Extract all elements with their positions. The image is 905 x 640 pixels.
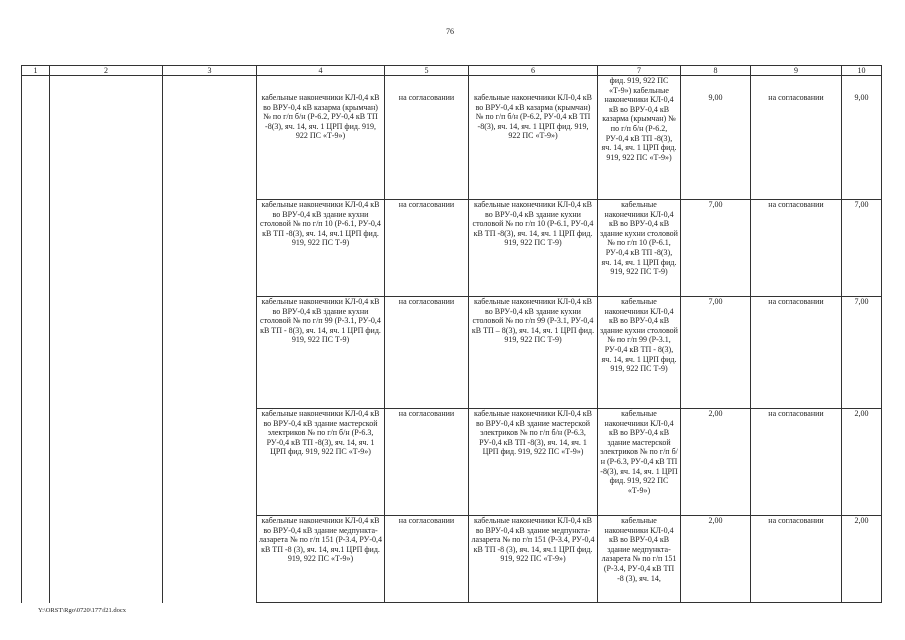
table-row [22, 409, 882, 516]
table-row [22, 76, 882, 200]
cell-description-2: кабельные наконечники КЛ-0,4 кВ во ВРУ-0,4 кВ здание медпункта-лазарета № по г/п 151 (Р-3.4, РУ-0,4 кВ ТП -8 (3), яч. 14, яч.1 ЦРП фид. 919, 922 ПС «Т-9») [469, 516, 598, 603]
cell-description: кабельные наконечники КЛ-0,4 кВ во ВРУ-0,4 кВ здание мастерской электриков № по г/п б/н (Р-6.3, РУ-0,4 кВ ТП -8(3), яч. 14, яч. 1 ЦРП фид. 919, 922 ПС «Т-9») [257, 409, 385, 516]
column-header-5: 5 [385, 66, 469, 76]
header-row [22, 66, 882, 76]
cell-col2 [50, 297, 163, 409]
cell-description-2-text: кабельные наконечники КЛ-0,4 кВ во ВРУ-0,4 кВ казарма (крымчан) № по г/п б/н (Р-6.2, РУ-0,4 кВ ТП -8(3), яч. 14, яч. 1 ЦРП фид. 919, 922 ПС «Т-9») [473, 93, 593, 141]
cell-description: кабельные наконечники КЛ-0,4 кВ во ВРУ-0,4 кВ здание кухни столовой № по г/п 99 (Р-3.1, РУ-0,4 кВ ТП - 8(3), яч. 14, яч. 1 ЦРП фид. 919, 922 ПС Т-9) [257, 297, 385, 409]
column-header-8: 8 [681, 66, 751, 76]
cell-total: 2,00 [842, 516, 882, 603]
cell-col3 [163, 409, 257, 516]
cell-total: 7,00 [842, 200, 882, 297]
cell-total [842, 76, 882, 200]
cell-quantity: 7,00 [681, 297, 751, 409]
cell-col3 [163, 297, 257, 409]
cell-status-2: на согласовании [751, 297, 842, 409]
cell-status: на согласовании [385, 409, 469, 516]
cell-status-text: на согласовании [398, 93, 455, 102]
cell-status [385, 76, 469, 200]
cell-col2 [50, 200, 163, 297]
cell-quantity: 7,00 [681, 200, 751, 297]
column-header-7: 7 [598, 66, 681, 76]
cell-col1 [22, 297, 50, 409]
cell-col3 [163, 200, 257, 297]
cell-status-2 [751, 76, 842, 200]
cell-status: на согласовании [385, 297, 469, 409]
column-header-9: 9 [751, 66, 842, 76]
cell-col1 [22, 409, 50, 516]
cell-col2 [50, 516, 163, 603]
cell-status: на согласовании [385, 516, 469, 603]
cell-description-2 [469, 76, 598, 200]
table-row [22, 200, 882, 297]
cell-description-3: фид. 919, 922 ПС «Т-9») кабельные наконечники КЛ-0,4 кВ во ВРУ-0,4 кВ казарма (крымчан) № по г/п б/н (Р-6.2, РУ-0,4 кВ ТП -8(3), яч. 14, яч. 1 ЦРП фид. 919, 922 ПС «Т-9») [598, 76, 681, 200]
cell-col3 [163, 76, 257, 200]
cell-status-2: на согласовании [751, 409, 842, 516]
cell-description: кабельные наконечники КЛ-0,4 кВ во ВРУ-0,4 кВ здание медпункта-лазарета № по г/п 151 (Р-3.4, РУ-0,4 кВ ТП -8 (3), яч. 14, яч.1 ЦРП фид. 919, 922 ПС «Т-9») [257, 516, 385, 603]
cell-description [257, 76, 385, 200]
table-row [22, 516, 882, 603]
column-header-6: 6 [469, 66, 598, 76]
cell-col1 [22, 516, 50, 603]
cell-description-2: кабельные наконечники КЛ-0,4 кВ во ВРУ-0,4 кВ здание мастерской электриков № по г/п б/н (Р-6.3, РУ-0,4 кВ ТП -8(3), яч. 14, яч. 1 ЦРП фид. 919, 922 ПС «Т-9») [469, 409, 598, 516]
cell-total: 2,00 [842, 409, 882, 516]
cell-description-2: кабельные наконечники КЛ-0,4 кВ во ВРУ-0,4 кВ здание кухни столовой № по г/п 10 (Р-6.1, РУ-0,4 кВ ТП -8(3), яч. 14, яч. 1 ЦРП фид. 919, 922 ПС Т-9) [469, 200, 598, 297]
cell-col2 [50, 409, 163, 516]
cell-quantity-text: 9,00 [708, 93, 723, 102]
cell-col3 [163, 516, 257, 603]
cell-status: на согласовании [385, 200, 469, 297]
cell-description-3: кабельные наконечники КЛ-0,4 кВ во ВРУ-0,4 кВ здание кухни столовой № по г/п 10 (Р-6.1, РУ-0,4 кВ ТП -8(3), яч. 14, яч. 1 ЦРП фид. 919, 922 ПС Т-9) [598, 200, 681, 297]
cell-status-2: на согласовании [751, 200, 842, 297]
cell-description-text: кабельные наконечники КЛ-0,4 кВ во ВРУ-0,4 кВ казарма (крымчан) № по г/п б/н (Р-6.2, РУ-0,4 кВ ТП -8(3), яч. 14, яч. 1 ЦРП фид. 919, 922 ПС «Т-9») [261, 93, 380, 141]
cell-col2 [50, 76, 163, 200]
column-header-1: 1 [22, 66, 50, 76]
data-table [21, 65, 882, 603]
column-header-4: 4 [257, 66, 385, 76]
cell-quantity [681, 76, 751, 200]
cell-total: 7,00 [842, 297, 882, 409]
cell-description-3: кабельные наконечники КЛ-0,4 кВ во ВРУ-0,4 кВ здание медпункта-лазарета № по г/п 151 (Р-3.4, РУ-0,4 кВ ТП -8 (3), яч. 14, [598, 516, 681, 603]
cell-description: кабельные наконечники КЛ-0,4 кВ во ВРУ-0,4 кВ здание кухни столовой № по г/п 10 (Р-6.1, РУ-0,4 кВ ТП -8(3), яч. 14, яч.1 ЦРП фид. 919, 922 ПС Т-9) [257, 200, 385, 297]
cell-description-3: кабельные наконечники КЛ-0,4 кВ во ВРУ-0,4 кВ здание кухни столовой № по г/п 99 (Р-3.1, РУ-0,4 кВ ТП - 8(3), яч. 14, яч. 1 ЦРП фид. 919, 922 ПС Т-9) [598, 297, 681, 409]
column-header-3: 3 [163, 66, 257, 76]
cell-quantity: 2,00 [681, 516, 751, 603]
cell-status-2-text: на согласовании [768, 93, 824, 102]
page-number: 76 [446, 27, 454, 36]
footer-file-path: Y:\ORST\Rgo\0720\177\f21.docx [38, 607, 127, 614]
column-header-2: 2 [50, 66, 163, 76]
cell-col1 [22, 76, 50, 200]
cell-total-text: 9,00 [854, 93, 869, 102]
cell-description-2: кабельные наконечники КЛ-0,4 кВ во ВРУ-0,4 кВ здание кухни столовой № по г/п 99 (Р-3.1, РУ-0,4 кВ ТП – 8(3), яч. 14, яч. 1 ЦРП фид. 919, 922 ПС Т-9) [469, 297, 598, 409]
cell-description-3: кабельные наконечники КЛ-0,4 кВ во ВРУ-0,4 кВ здание мастерской электриков № по г/п б/н (Р-6.3, РУ-0,4 кВ ТП -8(3), яч. 14, яч. 1 ЦРП фид. 919, 922 ПС «Т-9») [598, 409, 681, 516]
column-header-10: 10 [842, 66, 882, 76]
cell-status-2: на согласовании [751, 516, 842, 603]
cell-quantity: 2,00 [681, 409, 751, 516]
cell-col1 [22, 200, 50, 297]
table-row [22, 297, 882, 409]
